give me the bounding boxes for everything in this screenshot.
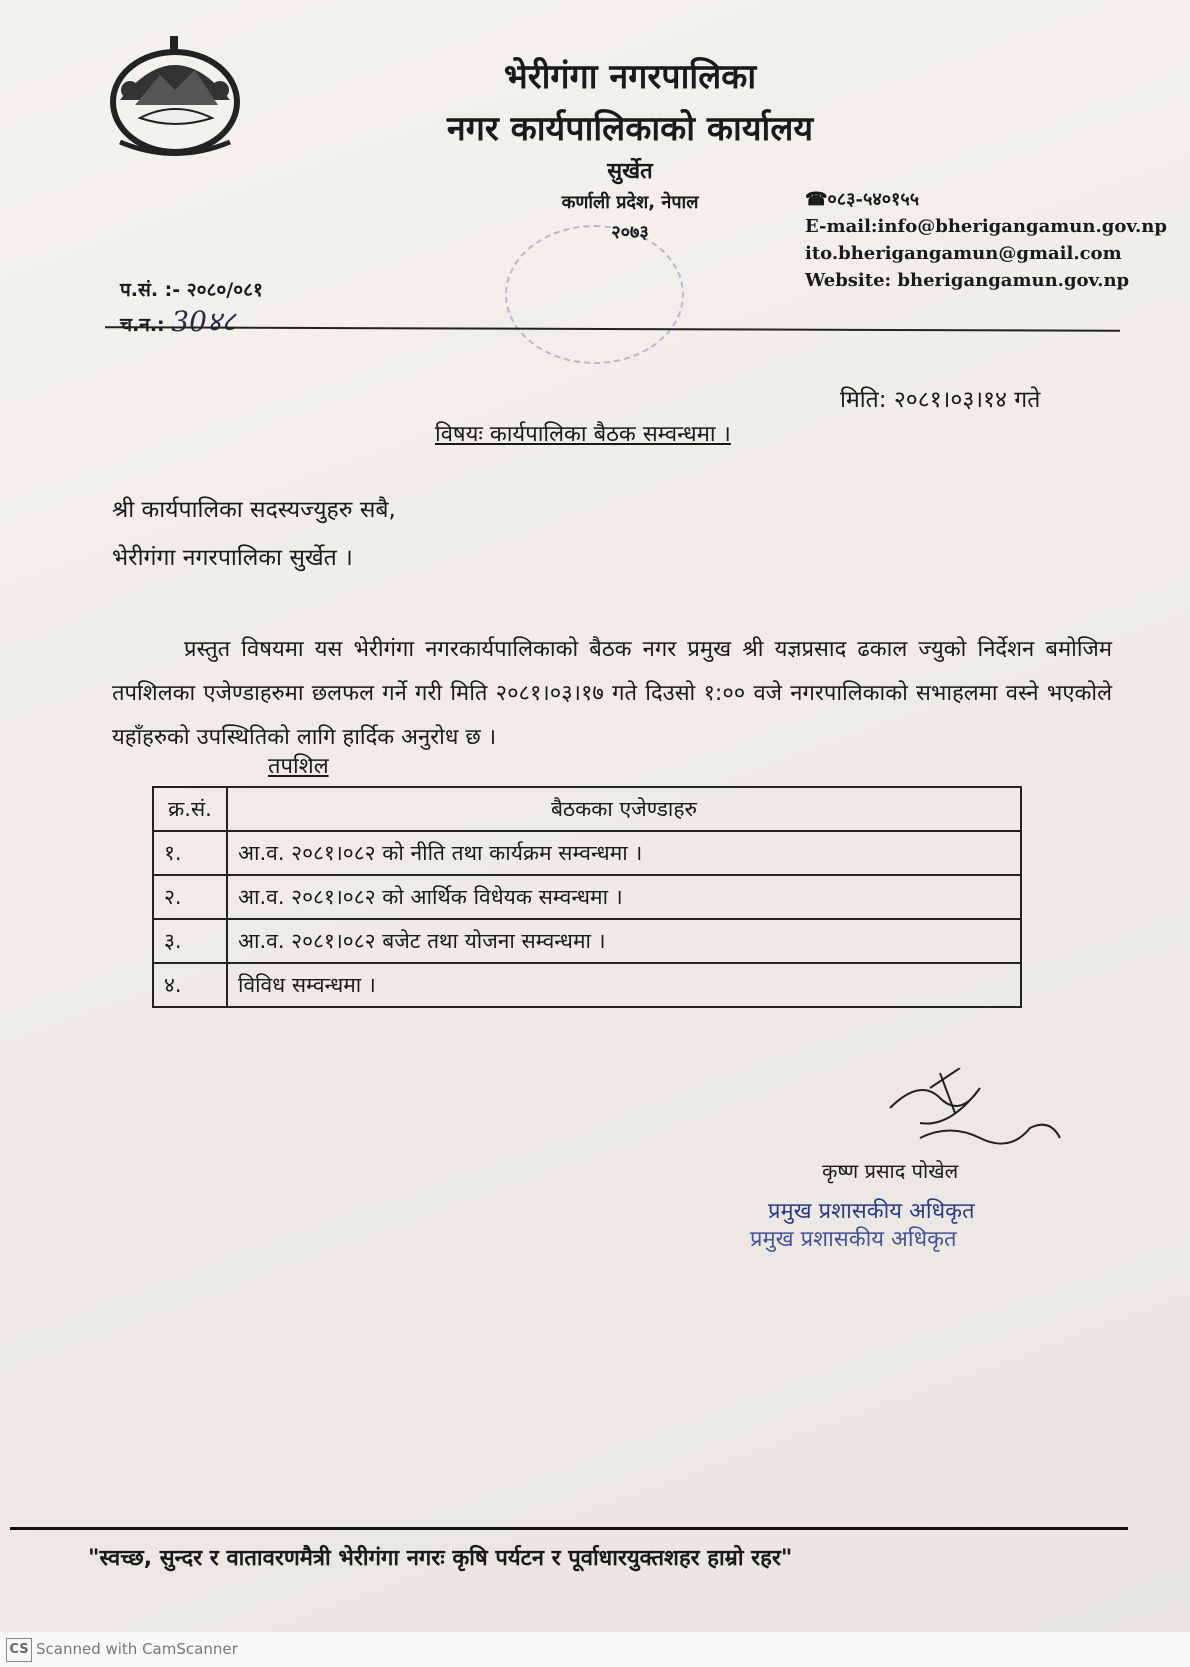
province-name: कर्णाली प्रदेश, नेपाल [561, 192, 699, 213]
row-agenda: आ.व. २०८१।०८२ को नीति तथा कार्यक्रम सम्वन्धमा । [227, 831, 1021, 875]
established-year: २०७३ [611, 222, 649, 243]
letter-subject: विषयः कार्यपालिका बैठक सम्वन्धमा । [435, 422, 731, 447]
signatory-name: कृष्ण प्रसाद पोखेल [822, 1159, 959, 1183]
row-serial: २. [153, 875, 227, 919]
email-ito: ito.bherigangamun@gmail.com [805, 243, 1122, 264]
table-row [153, 919, 1021, 963]
phone-number: ☎०८३-५४०१५५ [805, 189, 920, 210]
addressee [112, 486, 396, 582]
scanner-watermark: Scanned with CamScanner [36, 1640, 238, 1658]
row-agenda: आ.व. २०८१।०८२ को आर्थिक विधेयक सम्वन्धमा । [227, 875, 1021, 919]
handwritten-signature [880, 1068, 1070, 1158]
reference-block [120, 274, 263, 341]
camscanner-logo: CS [6, 1638, 32, 1662]
addressee-line1: श्री कार्यपालिका सदस्यज्युहरु सबै, [112, 497, 396, 523]
municipality-name: भेरीगंगा नगरपालिका [503, 57, 757, 97]
dispatch-number-handwritten: 30४८ [171, 305, 237, 338]
office-stamp [505, 225, 684, 364]
addressee-line2: भेरीगंगा नगरपालिका सुर्खेत । [112, 545, 353, 571]
letter-date: मिति: २०८१।०३।१४ गते [840, 387, 1041, 413]
agenda-table [152, 786, 1022, 1008]
row-serial: ४. [153, 963, 227, 1007]
letter-number: प.सं. :- २०८०/०८१ [120, 279, 263, 301]
row-agenda: विविध सम्वन्धमा । [227, 963, 1021, 1007]
schedule-heading: तपशिल [268, 754, 329, 779]
letter-body [112, 628, 1112, 760]
table-header-row [153, 787, 1021, 831]
col-header-serial: क्र.सं. [153, 787, 227, 831]
city-name: सुर्खेत [607, 159, 653, 184]
col-header-agenda: बैठकका एजेण्डाहरु [227, 787, 1021, 831]
footer-divider [10, 1527, 1128, 1530]
table-row [153, 963, 1021, 1007]
website: Website: bherigangamun.gov.np [805, 270, 1130, 291]
dispatch-number-label: च.न.: [120, 314, 165, 336]
letter-body-text: प्रस्तुत विषयमा यस भेरीगंगा नगरकार्यपालिकाको बैठक नगर प्रमुख श्री यज्ञप्रसाद ढकाल ज्युको निर्देशन बमोजिम तपशिलका एजेण्डाहरुमा छलफल गर्ने गरी मिति २०८१।०३।१७ गते दिउसो १:०० वजे नगरपालिकाको सभाहलमा वस्ने भएकोले यहाँहरुको उपस्थितिको लागि हार्दिक अनुरोध छ । [112, 637, 1112, 750]
contact-block [805, 186, 1167, 294]
row-agenda: आ.व. २०८१।०८२ बजेट तथा योजना सम्वन्धमा । [227, 919, 1021, 963]
email-info: E-mail:info@bherigangamun.gov.np [805, 216, 1167, 237]
dispatch-number-row [120, 306, 263, 341]
footer-slogan: "स्वच्छ, सुन्दर र वातावरणमैत्री भेरीगंगा नगरः कृषि पर्यटन र पूर्वाधारयुक्तशहर हाम्रो रहर" [88, 1546, 793, 1571]
table-row [153, 875, 1021, 919]
office-name: नगर कार्यपालिकाको कार्यालय [446, 109, 814, 149]
signatory-designation: प्रमुख प्रशासकीय अधिकृत [768, 1199, 975, 1224]
designation-stamp: प्रमुख प्रशासकीय अधिकृत [750, 1227, 957, 1252]
row-serial: ३. [153, 919, 227, 963]
row-serial: १. [153, 831, 227, 875]
table-row [153, 831, 1021, 875]
